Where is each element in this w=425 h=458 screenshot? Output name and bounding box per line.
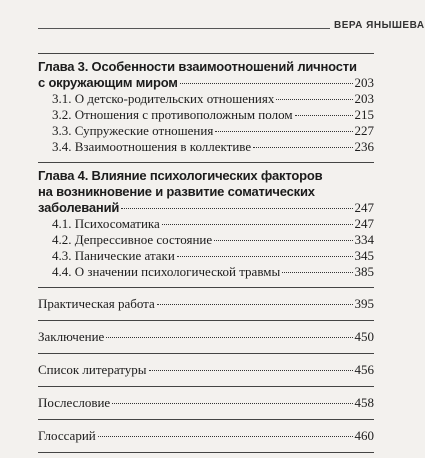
toc-entry-page: 345 [354,248,374,263]
toc-entry-4-2[interactable] [38,232,374,248]
toc-entry-3-3[interactable] [38,123,374,139]
chapter-3 [38,59,374,157]
dot-leader [180,83,353,84]
dot-leader [282,272,352,273]
toc-entry-bibliography[interactable] [38,359,374,381]
toc-entry-label: 4.2. Депрессивное состояние [52,232,213,247]
toc-entry-label: 3.4. Взаимоотношения в коллективе [52,139,252,154]
divider [38,419,374,420]
toc-entry-page: 215 [354,107,374,122]
toc-entry-4-3[interactable] [38,248,374,264]
toc-entry-page: 385 [354,264,374,279]
toc-entry-conclusion[interactable] [38,326,374,348]
chapter-4-page: 247 [354,200,374,215]
toc-entry-page: 458 [354,395,374,410]
header-author: ВЕРА ЯНЫШЕВА [334,20,425,31]
toc-entry-label: Практическая работа [38,296,155,311]
chapter-3-title-line-2: с окружающим миром [38,75,178,90]
chapter-4 [38,168,374,282]
dot-leader [214,240,352,241]
toc-entry-page: 395 [354,296,374,311]
dot-leader [295,115,353,116]
toc-entry-glossary[interactable] [38,425,374,447]
toc-entry-label: Список литературы [38,362,147,377]
toc-entry-label: 3.2. Отношения с противоположным полом [52,107,293,122]
toc-entry-practical-work[interactable] [38,293,374,315]
dot-leader [177,256,353,257]
header-rule [38,28,330,29]
chapter-4-title-line-1: Глава 4. Влияние психологических факторов [38,168,323,183]
dot-leader [112,403,352,404]
toc-entry-4-4[interactable] [38,264,374,280]
dot-leader [162,224,353,225]
toc-entry-label: 4.1. Психосоматика [52,216,160,231]
chapter-4-title-entry[interactable] [38,200,374,216]
toc-entry-label: 4.3. Панические атаки [52,248,175,263]
dot-leader [253,147,352,148]
chapter-3-title-line-1: Глава 3. Особенности взаимоотношений личности [38,59,357,74]
divider [38,53,374,54]
divider [38,452,374,453]
toc-entry-label: Глоссарий [38,428,96,443]
divider [38,320,374,321]
table-of-contents [38,48,374,458]
divider [38,162,374,163]
chapter-4-title-line-2: на возникновение и развитие соматических [38,184,315,199]
chapter-3-title-entry[interactable] [38,75,374,91]
chapter-4-title [38,168,374,200]
dot-leader [121,208,352,209]
toc-entry-3-4[interactable] [38,139,374,155]
toc-entry-label: 3.3. Супружеские отношения [52,123,214,138]
chapter-3-title [38,59,374,75]
dot-leader [149,370,353,371]
chapter-4-title-line-3: заболеваний [38,200,120,215]
divider [38,287,374,288]
toc-entry-label: 4.4. О значении психологической травмы [52,264,281,279]
toc-entry-page: 247 [354,216,374,231]
toc-entry-page: 236 [354,139,374,154]
toc-entry-page: 460 [354,428,374,443]
toc-entry-label: Послесловие [38,395,111,410]
dot-leader [106,337,352,338]
dot-leader [157,304,353,305]
dot-leader [98,436,353,437]
running-header [0,16,425,40]
divider [38,386,374,387]
toc-entry-page: 334 [354,232,374,247]
toc-entry-3-1[interactable] [38,91,374,107]
toc-entry-page: 450 [354,329,374,344]
toc-entry-page: 203 [354,91,374,106]
chapter-3-page: 203 [354,75,374,90]
divider [38,353,374,354]
toc-entry-page: 227 [354,123,374,138]
dot-leader [215,131,352,132]
toc-entry-afterword[interactable] [38,392,374,414]
toc-entry-label: Заключение [38,329,105,344]
dot-leader [276,99,352,100]
toc-entry-4-1[interactable] [38,216,374,232]
toc-entry-page: 456 [354,362,374,377]
toc-entry-3-2[interactable] [38,107,374,123]
toc-entry-label: 3.1. О детско-родительских отношениях [52,91,275,106]
